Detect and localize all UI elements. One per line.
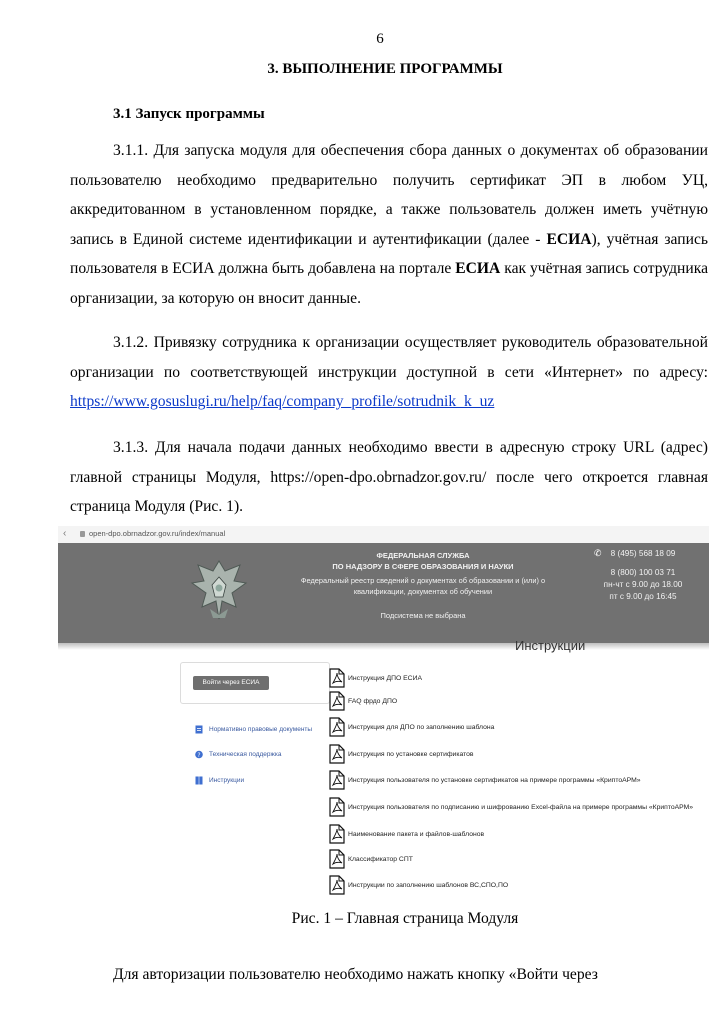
contact-hours-2: пт с 9.00 до 16:45 <box>609 592 677 601</box>
pdf-file-icon <box>329 717 345 737</box>
document-label: Инструкция ДПО ЕСИА <box>348 674 423 682</box>
pdf-document-link[interactable] <box>329 769 641 791</box>
pdf-document-link[interactable] <box>329 823 484 845</box>
contact-phone-1: 8 (495) 568 18 09 <box>610 549 676 558</box>
page-number: 6 <box>376 31 384 47</box>
subsystem-status: Подсистема не выбрана <box>380 611 466 620</box>
document-label: Инструкция пользователя по подписанию и шифрованию Excel-файла на примере программы «КриптоАРМ» <box>348 803 694 811</box>
pdf-document-link[interactable] <box>329 716 494 738</box>
pdf-document-link[interactable] <box>329 874 508 896</box>
lock-icon <box>80 531 85 537</box>
subsection-title: 3.1 Запуск программы <box>113 106 265 122</box>
esia-login-button[interactable]: Войти через ЕСИА <box>193 676 269 690</box>
document-label: FAQ фрдо ДПО <box>348 697 398 705</box>
question-icon <box>195 750 203 759</box>
document-label: Инструкция для ДПО по заполнению шаблона <box>348 723 495 731</box>
phone-icon: ✆ <box>594 548 602 558</box>
pdf-document-link[interactable] <box>329 690 397 712</box>
instructions-heading: Инструкции <box>515 638 586 653</box>
pdf-file-icon <box>329 744 345 764</box>
pdf-file-icon <box>329 770 345 790</box>
document-label: Наименование пакета и файлов-шаблонов <box>348 830 485 838</box>
eagle-emblem-icon <box>190 555 248 625</box>
pdf-file-icon <box>329 691 345 711</box>
figure-caption: Рис. 1 – Главная страница Модуля <box>291 910 519 927</box>
pdf-file-icon <box>329 875 345 895</box>
login-card <box>180 662 330 704</box>
document-label: Инструкции по заполнению шаблонов ВС,СПО,ПО <box>348 881 509 889</box>
document-icon <box>195 725 203 734</box>
pdf-file-icon <box>329 797 345 817</box>
pdf-document-link[interactable] <box>329 848 413 870</box>
document-label: Инструкция пользователя по установке сертификатов на примере программы «КриптоАРМ» <box>348 776 641 784</box>
pdf-document-link[interactable] <box>329 796 693 818</box>
contact-hours-1: пн-чт с 9.00 до 18.00 <box>603 580 683 589</box>
sidebar-label: Нормативно правовые документы <box>209 725 313 733</box>
contact-phone-2: 8 (800) 100 03 71 <box>610 568 676 577</box>
back-arrow-icon: ‹ <box>63 528 67 539</box>
pdf-file-icon <box>329 824 345 844</box>
browser-address-bar <box>58 526 709 544</box>
site-header-banner <box>58 543 709 643</box>
pdf-document-link[interactable] <box>329 743 474 765</box>
header-line-2: ПО НАДЗОРУ В СФЕРЕ ОБРАЗОВАНИЯ И НАУКИ <box>332 562 514 571</box>
module-screenshot <box>58 526 709 903</box>
sidebar-label: Техническая поддержка <box>209 750 282 758</box>
banner-shadow <box>58 643 709 650</box>
header-line-3: Федеральный реестр сведений о документах об образовании и (или) о <box>300 576 546 585</box>
header-line-1: ФЕДЕРАЛЬНАЯ СЛУЖБА <box>376 551 470 560</box>
pdf-file-icon <box>329 849 345 869</box>
pdf-document-link[interactable] <box>329 667 422 689</box>
header-line-4: квалификации, документах об обучении <box>353 587 493 596</box>
document-label: Инструкция по установке сертификатов <box>348 750 474 758</box>
book-icon <box>195 776 203 785</box>
sidebar-item-support[interactable] <box>195 748 281 760</box>
section-title: 3. ВЫПОЛНЕНИЕ ПРОГРАММЫ <box>267 61 503 77</box>
paragraph-3-1-3: 3.1.3. Для начала подачи данных необходимо ввести в адресную строку URL (адрес) главной страницы Модуля, https://open-dpo.obrnadzor.gov.ru/ после чего откроется главная страница Модуля (Рис. 1). <box>70 439 708 515</box>
sidebar-item-normative-docs[interactable] <box>195 723 312 735</box>
sidebar-label: Инструкции <box>209 776 245 784</box>
svg-text:?: ? <box>197 751 201 759</box>
paragraph-3-1-1: 3.1.1. Для запуска модуля для обеспечения сбора данных о документах об образовании пользователю необходимо предварительно получить сертификат ЭП в любом УЦ, аккредитованном в установленном порядке, а также пользователь должен иметь учётную запись в Единой системе идентификации и аутентификации (далее - ЕСИА), учётная запись пользователя в ЕСИА должна быть добавлена на портале ЕСИА как учётная запись сотрудника организации, за которую он вносит данные. <box>70 142 708 307</box>
pdf-file-icon <box>329 668 345 688</box>
sidebar-item-instructions[interactable] <box>195 774 244 786</box>
address-url: open-dpo.obrnadzor.gov.ru/index/manual <box>89 529 226 538</box>
paragraph-authorization: Для авторизации пользователю необходимо нажать кнопку «Войти через <box>113 966 598 983</box>
document-label: Классификатор СПТ <box>348 855 413 863</box>
paragraph-3-1-2: 3.1.2. Привязку сотрудника к организации осуществляет руководитель образовательной организации по соответствующей инструкции доступной в сети «Интернет» по адресу: https://www.gosuslugi.ru/help/faq/company_profile/sotrudnik_k_uz <box>70 334 708 410</box>
gosuslugi-link[interactable]: https://www.gosuslugi.ru/help/faq/company_profile/sotrudnik_k_uz <box>70 393 495 410</box>
